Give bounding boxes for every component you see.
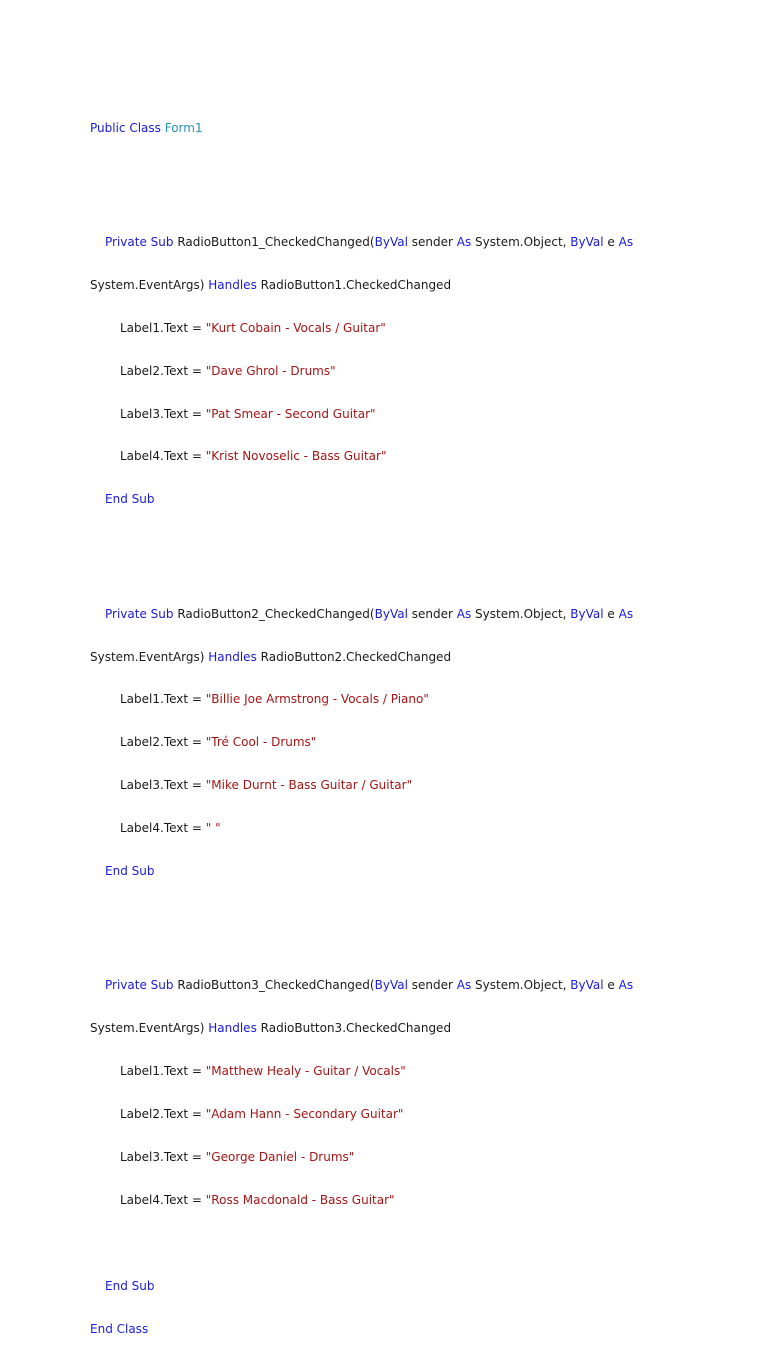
keyword: ByVal xyxy=(570,978,604,993)
string-literal: "Ross Macdonald - Bass Guitar" xyxy=(205,1192,395,1207)
assignment-line xyxy=(90,1150,690,1164)
blank-line xyxy=(90,907,690,921)
keyword: Private Sub xyxy=(105,978,174,993)
string-literal: "Dave Ghrol - Drums" xyxy=(205,363,336,378)
assignment-line xyxy=(90,1193,690,1207)
keyword: ByVal xyxy=(374,606,408,621)
param-type: System.Object, xyxy=(471,606,571,621)
keyword: ByVal xyxy=(374,234,408,249)
assignment-target: Label1.Text = xyxy=(120,1064,206,1079)
string-literal: "Pat Smear - Second Guitar" xyxy=(205,406,376,421)
keyword: Handles xyxy=(208,649,257,664)
keyword: End Sub xyxy=(105,492,155,507)
keyword: Handles xyxy=(208,1021,257,1036)
assignment-line xyxy=(90,1064,690,1078)
param: e xyxy=(603,978,619,993)
keyword: End Sub xyxy=(105,864,155,879)
string-literal: "George Daniel - Drums" xyxy=(205,1149,355,1164)
string-literal: "Adam Hann - Secondary Guitar" xyxy=(205,1107,404,1122)
keyword: ByVal xyxy=(570,606,604,621)
string-literal: "Billie Joe Armstrong - Vocals / Piano" xyxy=(205,692,429,707)
keyword: Public Class xyxy=(90,120,161,135)
param-type: System.Object, xyxy=(471,978,571,993)
class-declaration xyxy=(90,121,690,135)
keyword: ByVal xyxy=(570,234,604,249)
sub-signature-2-cont xyxy=(90,650,690,664)
assignment-line xyxy=(90,407,690,421)
keyword: Handles xyxy=(208,277,257,292)
string-literal: "Krist Novoselic - Bass Guitar" xyxy=(205,449,387,464)
keyword: As xyxy=(456,978,472,993)
sub-signature-1 xyxy=(90,235,690,249)
assignment-line xyxy=(90,735,690,749)
assignment-target: Label2.Text = xyxy=(120,1107,206,1122)
assignment-target: Label1.Text = xyxy=(120,320,206,335)
param-type: System.EventArgs) xyxy=(90,277,209,292)
param: sender xyxy=(407,606,457,621)
blank-line xyxy=(90,1236,690,1250)
assignment-line xyxy=(90,364,690,378)
param: sender xyxy=(407,978,457,993)
keyword: ByVal xyxy=(374,978,408,993)
end-sub xyxy=(90,864,690,878)
keyword: As xyxy=(456,606,472,621)
keyword: As xyxy=(618,234,634,249)
keyword: As xyxy=(618,606,634,621)
sub-signature-2 xyxy=(90,607,690,621)
keyword: End Sub xyxy=(105,1278,155,1293)
assignment-target: Label3.Text = xyxy=(120,1149,206,1164)
string-literal: "Mike Durnt - Bass Guitar / Guitar" xyxy=(205,778,413,793)
param: e xyxy=(603,234,619,249)
assignment-line xyxy=(90,1107,690,1121)
param: sender xyxy=(407,234,457,249)
keyword: Private Sub xyxy=(105,234,174,249)
param-type: System.EventArgs) xyxy=(90,649,209,664)
event-name: RadioButton2.CheckedChanged xyxy=(256,649,452,664)
end-class xyxy=(90,1322,690,1336)
end-sub xyxy=(90,492,690,506)
assignment-line xyxy=(90,321,690,335)
sub-signature-3 xyxy=(90,978,690,992)
keyword: As xyxy=(456,234,472,249)
assignment-line xyxy=(90,692,690,706)
assignment-target: Label1.Text = xyxy=(120,692,206,707)
keyword: End Class xyxy=(90,1321,149,1336)
assignment-target: Label2.Text = xyxy=(120,735,206,750)
event-name: RadioButton3.CheckedChanged xyxy=(256,1021,452,1036)
param-type: System.Object, xyxy=(471,234,571,249)
string-literal: "Kurt Cobain - Vocals / Guitar" xyxy=(205,320,386,335)
assignment-target: Label2.Text = xyxy=(120,363,206,378)
param: e xyxy=(603,606,619,621)
sub-signature-1-cont xyxy=(90,278,690,292)
assignment-target: Label4.Text = xyxy=(120,449,206,464)
event-name: RadioButton1.CheckedChanged xyxy=(256,277,452,292)
class-name: Form1 xyxy=(164,120,203,135)
code-document xyxy=(90,92,690,1350)
sub-name: RadioButton1_CheckedChanged( xyxy=(177,234,375,249)
assignment-target: Label4.Text = xyxy=(120,821,206,836)
keyword: Private Sub xyxy=(105,606,174,621)
blank-line xyxy=(90,535,690,549)
blank-line xyxy=(90,163,690,177)
assignment-line xyxy=(90,449,690,463)
end-sub xyxy=(90,1279,690,1293)
sub-name: RadioButton3_CheckedChanged( xyxy=(177,978,375,993)
assignment-target: Label4.Text = xyxy=(120,1192,206,1207)
keyword: As xyxy=(618,978,634,993)
string-literal: "Tré Cool - Drums" xyxy=(205,735,317,750)
assignment-target: Label3.Text = xyxy=(120,778,206,793)
sub-name: RadioButton2_CheckedChanged( xyxy=(177,606,375,621)
string-literal: " " xyxy=(205,821,221,836)
string-literal: "Matthew Healy - Guitar / Vocals" xyxy=(205,1064,406,1079)
assignment-line xyxy=(90,778,690,792)
sub-signature-3-cont xyxy=(90,1021,690,1035)
assignment-target: Label3.Text = xyxy=(120,406,206,421)
assignment-line xyxy=(90,821,690,835)
param-type: System.EventArgs) xyxy=(90,1021,209,1036)
